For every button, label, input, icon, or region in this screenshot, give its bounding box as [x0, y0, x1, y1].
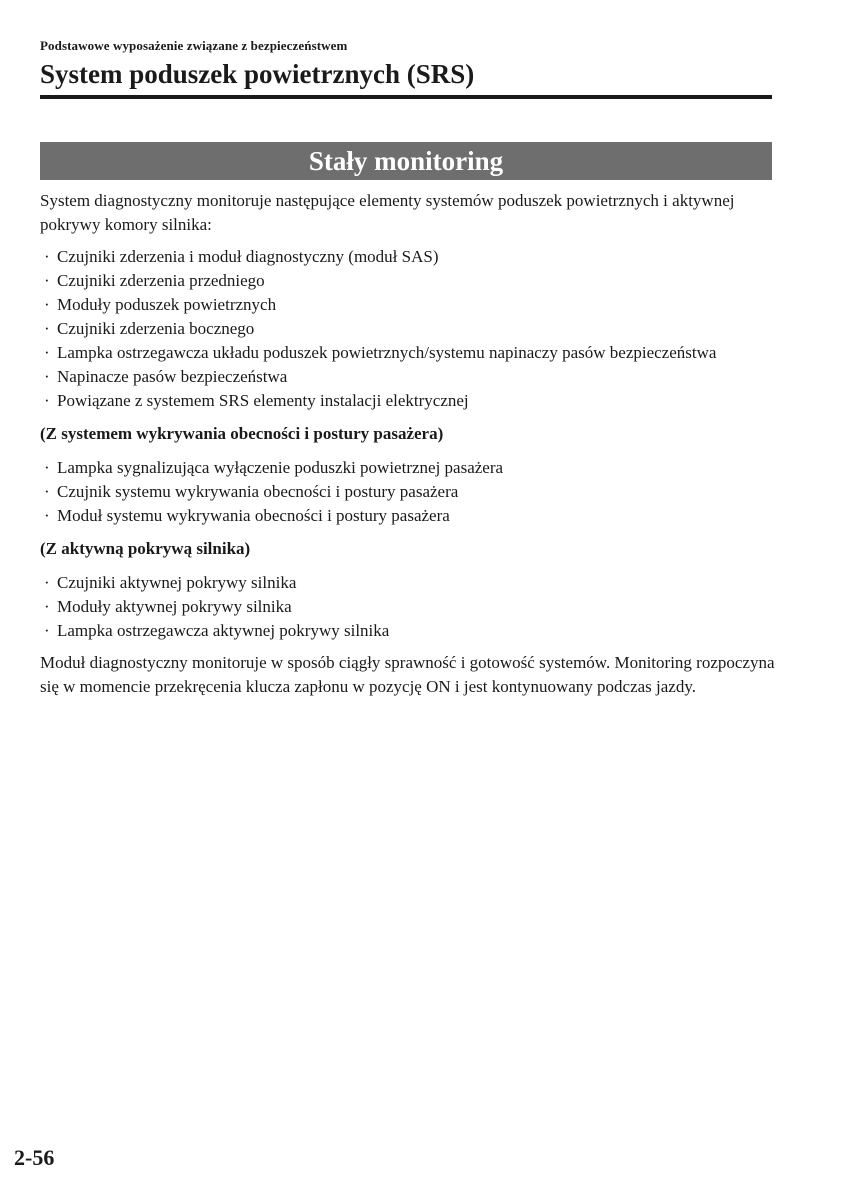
list-item-text: Powiązane z systemem SRS elementy instalacji elektrycznej: [57, 391, 469, 410]
bullet-icon: ·: [44, 343, 50, 362]
occupant-detection-heading: (Z systemem wykrywania obecności i postury pasażera): [40, 424, 444, 443]
bullet-icon: ·: [44, 271, 50, 290]
list-item-text: Moduł systemu wykrywania obecności i postury pasażera: [57, 506, 450, 525]
list-item-text: Lampka ostrzegawcza aktywnej pokrywy silnika: [57, 621, 390, 640]
page-number: 2-56: [14, 1145, 55, 1170]
active-bonnet-list: [40, 571, 780, 643]
list-item-text: Czujniki zderzenia bocznego: [57, 319, 255, 338]
page-title: System poduszek powietrznych (SRS): [40, 59, 475, 89]
monitored-components-list: [40, 245, 780, 413]
list-item: [40, 341, 780, 365]
list-item: [40, 456, 780, 480]
list-item: [40, 365, 780, 389]
bullet-icon: ·: [44, 391, 50, 410]
bullet-icon: ·: [44, 573, 50, 592]
section-title: Stały monitoring: [40, 142, 772, 180]
list-item-text: Lampka sygnalizująca wyłączenie poduszki powietrznej pasażera: [57, 458, 504, 477]
list-item-text: Lampka ostrzegawcza układu poduszek powietrznych/systemu napinaczy pasów bezpieczeństwa: [57, 343, 717, 362]
section-body: [40, 189, 780, 699]
bullet-icon: ·: [44, 621, 50, 640]
list-item: [40, 504, 780, 528]
bullet-icon: ·: [44, 506, 50, 525]
list-item: [40, 269, 780, 293]
bullet-icon: ·: [44, 458, 50, 477]
list-item: [40, 389, 780, 413]
list-item: [40, 480, 780, 504]
list-item-text: Napinacze pasów bezpieczeństwa: [57, 367, 288, 386]
list-item-text: Czujniki zderzenia i moduł diagnostyczny (moduł SAS): [57, 247, 439, 266]
bullet-icon: ·: [44, 482, 50, 501]
list-item-text: Moduły aktywnej pokrywy silnika: [57, 597, 292, 616]
bullet-icon: ·: [44, 597, 50, 616]
list-item: [40, 571, 780, 595]
list-item: [40, 245, 780, 269]
bullet-icon: ·: [44, 319, 50, 338]
active-bonnet-heading: (Z aktywną pokrywą silnika): [40, 539, 251, 558]
bullet-icon: ·: [44, 295, 50, 314]
list-item-text: Czujnik systemu wykrywania obecności i postury pasażera: [57, 482, 459, 501]
list-item-text: Czujniki aktywnej pokrywy silnika: [57, 573, 297, 592]
list-item-text: Czujniki zderzenia przedniego: [57, 271, 265, 290]
list-item: [40, 293, 780, 317]
bullet-icon: ·: [44, 247, 50, 266]
list-item-text: Moduły poduszek powietrznych: [57, 295, 277, 314]
title-divider: [40, 95, 772, 99]
list-item: [40, 619, 780, 643]
breadcrumb: Podstawowe wyposażenie związane z bezpieczeństwem: [40, 38, 348, 53]
list-item: [40, 595, 780, 619]
closing-paragraph: Moduł diagnostyczny monitoruje w sposób ciągły sprawność i gotowość systemów. Monitoring rozpoczyna się w momencie przekręcenia klucza zapłonu w pozycję ON i jest kontynuowany podczas jazdy.: [40, 653, 775, 696]
occupant-detection-list: [40, 456, 780, 528]
intro-paragraph: System diagnostyczny monitoruje następujące elementy systemów poduszek powietrznych i aktywnej pokrywy komory silnika:: [40, 191, 735, 234]
bullet-icon: ·: [44, 367, 50, 386]
list-item: [40, 317, 780, 341]
